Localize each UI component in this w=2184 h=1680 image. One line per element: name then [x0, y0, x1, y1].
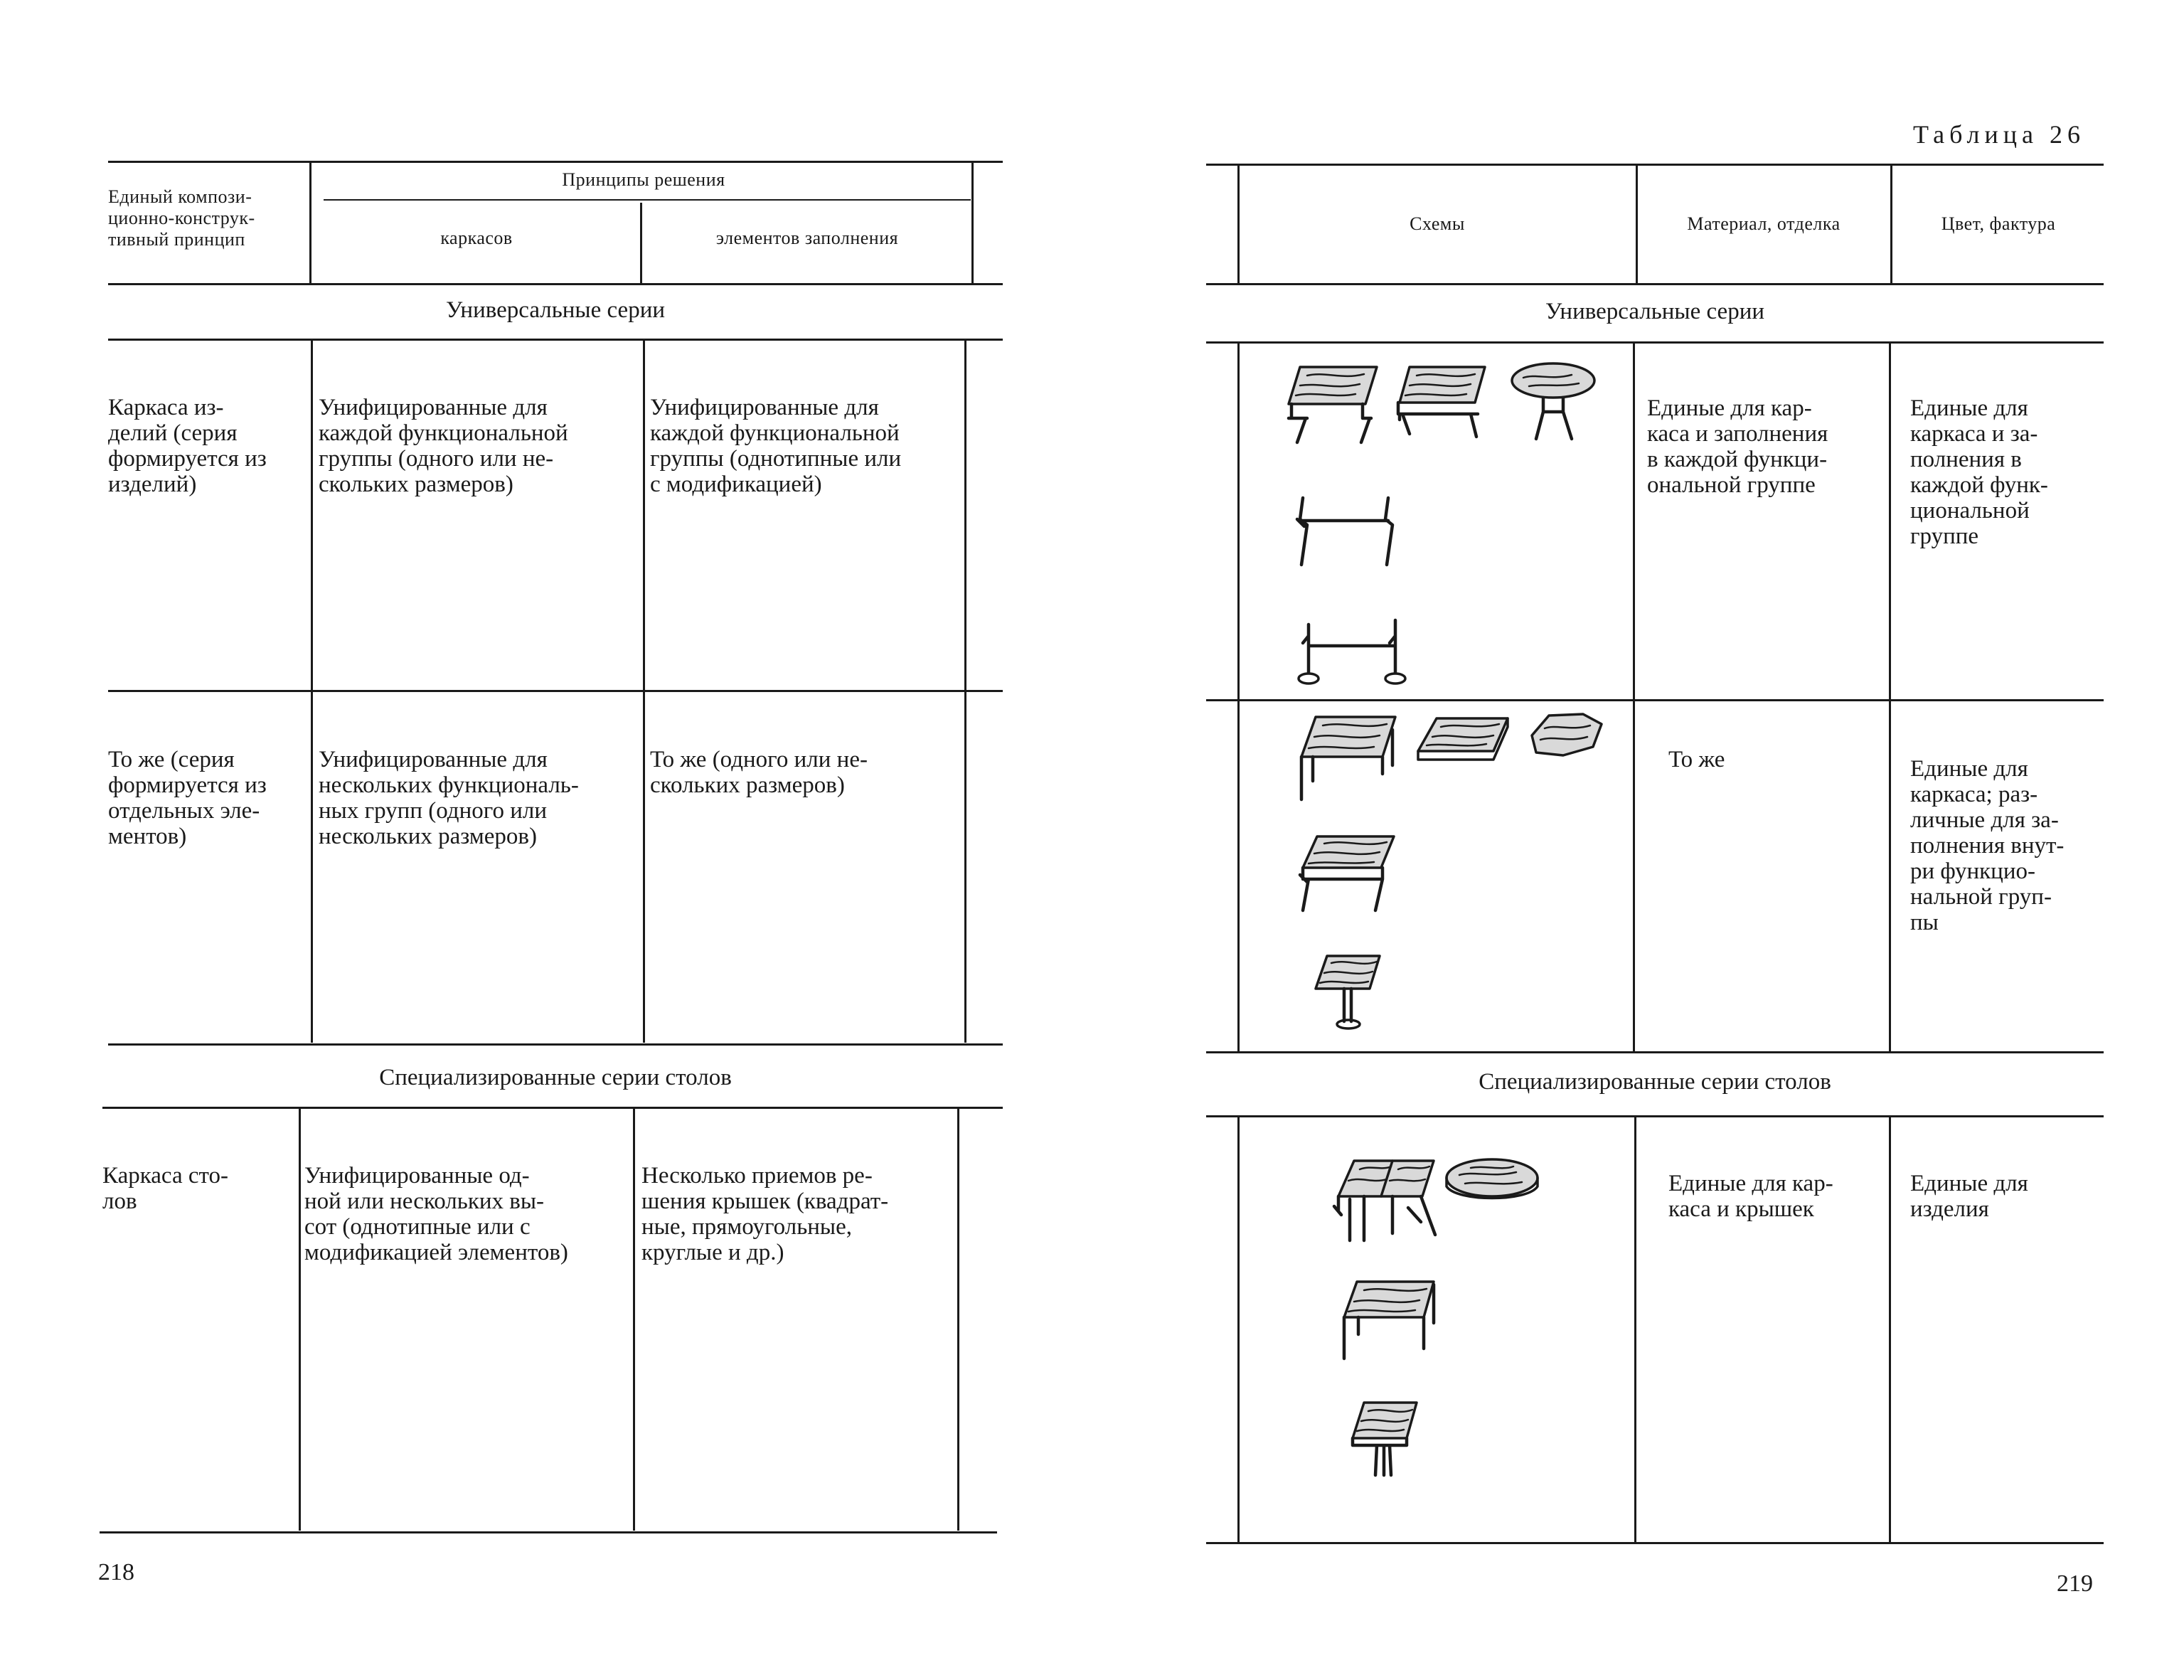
right-section-title-universal: Универсальные серии [1545, 299, 1765, 324]
header-color: Цвет, фактура [1941, 213, 2056, 234]
table-sketch-square-top-2-icon [1392, 363, 1492, 448]
left-header-bottom-rule [108, 283, 1003, 285]
left-top-rule [108, 161, 1003, 163]
tabletop-round-icon [1442, 1157, 1542, 1213]
table-title: Таблица 26 [1913, 120, 2085, 149]
tabletop-octagonal-icon [1528, 711, 1606, 761]
right-s2-vline-2 [1634, 1117, 1636, 1542]
left-s2-vline-1 [299, 1108, 301, 1531]
left-section-title-universal: Универсальные серии [445, 297, 666, 323]
left-row3-frames: Унифицированные од- ной или нескольких вы- сот (однотипные или с модификацией элементов) [304, 1163, 568, 1265]
right-s2-vline-3 [1889, 1117, 1891, 1542]
table-sketch-four-legs-icon [1334, 1277, 1441, 1363]
left-row2-fill: То же (одного или не- скольких размеров) [650, 747, 868, 798]
right-header-vline-2 [1636, 165, 1638, 283]
header-frames: каркасов [440, 228, 513, 248]
right-row2-color: Единые для каркаса; раз- личные для за- полнения внут- ри функцио- нальной груп- пы [1910, 756, 2065, 935]
left-s2-vline-2 [633, 1108, 635, 1531]
left-s1-vline-1 [311, 340, 313, 1043]
left-section-title-specialized: Специализированные серии столов [379, 1065, 732, 1090]
header-principle [108, 186, 307, 250]
left-section2-top-rule [108, 1043, 1003, 1046]
left-header-vline-2 [640, 203, 642, 283]
right-s1-vline-3 [1889, 343, 1891, 1051]
right-row1-color: Единые для каркаса и за- полнения в каждой функ- циональной группе [1910, 395, 2048, 549]
left-row-divider [108, 690, 1003, 692]
right-bottom-rule [1206, 1542, 2104, 1544]
header-fill-elements: элементов заполнения [715, 228, 899, 248]
right-header-vline-1 [1237, 165, 1240, 283]
table-sketch-split-top-icon [1328, 1157, 1442, 1249]
left-row2-frames: Унифицированные для нескольких функциональ- ных групп (одного или нескольких размеров) [319, 747, 579, 849]
frame-sketch-pedestal-icon [1294, 610, 1408, 689]
right-row2-material: То же [1668, 747, 1725, 772]
right-row-divider [1206, 699, 2104, 701]
table-sketch-crossed-legs-icon [1296, 832, 1402, 918]
frame-sketch-legs-icon [1289, 491, 1402, 569]
table-sketch-single-post-icon [1309, 953, 1387, 1031]
left-row1-fill: Унифицированные для каждой функциональной группы (однотипные или с модификацией) [650, 395, 902, 497]
right-header-bottom-rule [1206, 283, 2104, 285]
left-row2-principle: То же (серия формируется из отдельных эле- ментов) [108, 747, 267, 849]
header-material: Материал, отделка [1687, 213, 1841, 234]
table-sketch-round-top-icon [1508, 359, 1600, 448]
right-header-vline-3 [1890, 165, 1892, 283]
right-s1-vline-2 [1633, 343, 1635, 1051]
header-solution-principles: Принципы решения [562, 169, 725, 190]
right-section1-rule [1206, 341, 2104, 344]
table-sketch-rect-icon [1294, 713, 1401, 805]
right-s1-vline-1 [1237, 343, 1240, 1051]
left-s2-vline-3 [957, 1108, 959, 1531]
header-principle-line: Единый компози- [108, 186, 252, 207]
left-header-vline-1 [309, 161, 311, 283]
left-bottom-rule [100, 1531, 997, 1533]
header-principle-line: ционно-конструк- [108, 208, 255, 228]
tabletop-slab-icon [1415, 716, 1515, 765]
left-row1-principle: Каркаса из- делий (серия формируется из изделий) [108, 395, 267, 497]
left-section1-rule [108, 339, 1003, 341]
header-principle-line: тивный принцип [108, 229, 245, 250]
left-row1-frames: Унифицированные для каждой функциональной группы (одного или не- скольких размеров) [319, 395, 568, 497]
right-row3-color: Единые для изделия [1910, 1171, 2028, 1222]
right-top-rule [1206, 164, 2104, 166]
left-row3-fill: Несколько приемов ре- шения крышек (квадрат- ные, прямоугольные, круглые и др.) [641, 1163, 889, 1265]
header-schemes: Схемы [1410, 213, 1465, 234]
page-number-left: 218 [98, 1559, 134, 1585]
right-row3-material: Единые для кар- каса и крышек [1668, 1171, 1833, 1222]
right-section-title-specialized: Специализированные серии столов [1479, 1069, 1831, 1095]
right-section2-rule [1206, 1115, 2104, 1117]
table-sketch-square-top-icon [1286, 363, 1385, 448]
right-section2-top-rule [1206, 1051, 2104, 1053]
left-s1-vline-2 [643, 340, 645, 1043]
right-s2-vline-1 [1237, 1117, 1240, 1542]
right-row1-material: Единые для кар- каса и заполнения в каждой функци- ональной группе [1647, 395, 1828, 498]
page-number-right: 219 [2057, 1570, 2093, 1597]
left-section2-rule [102, 1107, 1003, 1109]
table-sketch-short-post-icon [1344, 1398, 1422, 1484]
left-row3-principle: Каркаса сто- лов [102, 1163, 228, 1214]
left-header-group-rule [324, 199, 971, 201]
